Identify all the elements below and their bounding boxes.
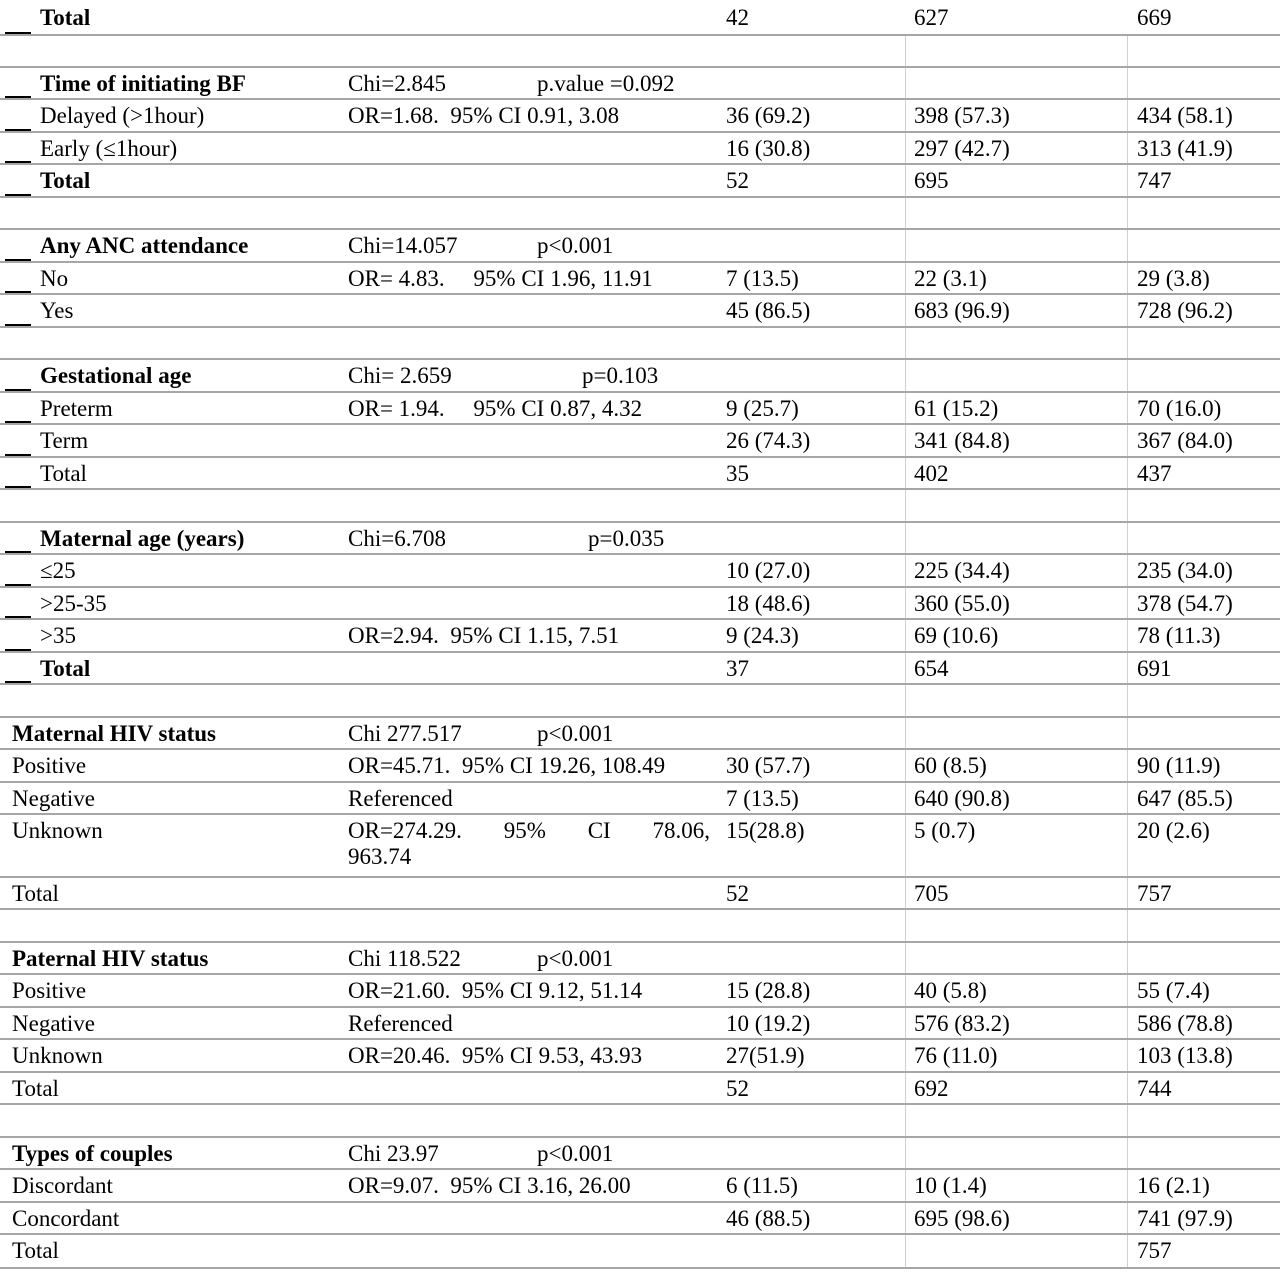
table-row — [0, 1235, 1280, 1269]
odds-ratio-word: 78.06, — [652, 818, 710, 843]
row-label: Discordant — [12, 1173, 113, 1198]
cell-group-2: 576 (83.2) — [914, 1011, 1010, 1036]
statistic-1: OR=21.60. 95% CI 9.12, 51.14 — [348, 978, 643, 1003]
row-label: Early (≤1hour) — [40, 136, 178, 161]
cell-group-1: 42 — [726, 5, 749, 30]
statistic-1: Chi 118.522 — [348, 946, 461, 971]
cell-group-2: 683 (96.9) — [914, 298, 1010, 323]
odds-ratio-word: OR=274.29. — [348, 818, 462, 843]
row-label: Delayed (>1hour) — [40, 103, 205, 128]
cell-group-2: 76 (11.0) — [914, 1043, 998, 1068]
table-row — [0, 523, 1280, 555]
indent-marker — [5, 551, 31, 553]
table-row — [0, 815, 1280, 878]
cell-group-2: 5 (0.7) — [914, 818, 976, 843]
cell-group-1: 52 — [726, 168, 749, 193]
cell-group-1: 15(28.8) — [726, 818, 805, 843]
row-label: ≤25 — [40, 558, 76, 583]
indent-marker — [5, 161, 31, 163]
indent-marker — [5, 616, 31, 618]
cell-group-2: 695 (98.6) — [914, 1206, 1010, 1231]
statistic-1: Chi=14.057 — [348, 233, 458, 258]
cell-group-1: 7 (13.5) — [726, 786, 799, 811]
table-row — [0, 943, 1280, 975]
cell-group-2: 360 (55.0) — [914, 591, 1010, 616]
spacer-row — [0, 36, 1280, 68]
row-label: Time of initiating BF — [40, 71, 246, 96]
row-label: Negative — [12, 1011, 96, 1036]
cell-total: 70 (16.0) — [1137, 396, 1222, 421]
statistic-2: p<0.001 — [537, 721, 614, 746]
cell-group-1: 9 (25.7) — [726, 396, 799, 421]
cell-group-1: 45 (86.5) — [726, 298, 811, 323]
indent-marker — [5, 421, 31, 423]
statistic-2: p<0.001 — [537, 1141, 614, 1166]
table-row — [0, 133, 1280, 165]
table-row — [0, 1138, 1280, 1170]
spacer-row — [0, 490, 1280, 523]
statistic-1: OR=45.71. 95% CI 19.26, 108.49 — [348, 753, 666, 778]
table-row — [0, 1073, 1280, 1105]
cell-total: 437 — [1137, 461, 1172, 486]
cell-group-1: 6 (11.5) — [726, 1173, 798, 1198]
table-row — [0, 458, 1280, 490]
cell-group-2: 61 (15.2) — [914, 396, 999, 421]
cell-group-1: 35 — [726, 461, 749, 486]
cell-group-2: 705 — [914, 881, 949, 906]
cell-total: 669 — [1137, 5, 1172, 30]
cell-group-2: 654 — [914, 656, 949, 681]
row-label: Types of couples — [12, 1141, 173, 1166]
cell-total: 55 (7.4) — [1137, 978, 1210, 1003]
statistic-1: Chi= 2.659 — [348, 363, 452, 388]
cell-group-1: 52 — [726, 881, 749, 906]
odds-ratio-word: CI — [587, 818, 611, 843]
cell-group-1: 26 (74.3) — [726, 428, 811, 453]
cell-total: 691 — [1137, 656, 1172, 681]
table-row — [0, 588, 1280, 620]
table-row — [0, 620, 1280, 653]
row-label: Paternal HIV status — [12, 946, 209, 971]
row-label: Total — [40, 656, 91, 681]
cell-total: 747 — [1137, 168, 1172, 193]
statistic-1: Referenced — [348, 786, 453, 811]
cell-total: 78 (11.3) — [1137, 623, 1221, 648]
cell-group-2: 10 (1.4) — [914, 1173, 987, 1198]
cell-total: 103 (13.8) — [1137, 1043, 1233, 1068]
table-row — [0, 2, 1280, 36]
row-label: Unknown — [12, 818, 103, 843]
cell-total: 378 (54.7) — [1137, 591, 1233, 616]
row-label: Positive — [12, 753, 87, 778]
statistic-2: p=0.035 — [588, 526, 665, 551]
table-row — [0, 653, 1280, 685]
row-label: Maternal age (years) — [40, 526, 245, 551]
spacer-row — [0, 685, 1280, 718]
statistic-2: p=0.103 — [582, 363, 659, 388]
statistic-1: OR=1.68. 95% CI 0.91, 3.08 — [348, 103, 620, 128]
cell-group-2: 692 — [914, 1076, 949, 1101]
indent-marker — [5, 32, 31, 34]
indent-marker — [5, 584, 31, 586]
cell-group-2: 60 (8.5) — [914, 753, 987, 778]
odds-ratio — [348, 818, 710, 870]
odds-ratio-word: 95% — [503, 818, 546, 843]
indent-marker — [5, 486, 31, 488]
cell-group-2: 402 — [914, 461, 949, 486]
cell-total: 20 (2.6) — [1137, 818, 1210, 843]
spacer-row — [0, 198, 1280, 230]
table-row — [0, 393, 1280, 425]
table-row — [0, 1170, 1280, 1203]
row-label: Total — [40, 168, 91, 193]
table-row — [0, 263, 1280, 295]
row-label: Term — [40, 428, 89, 453]
statistic-1: OR= 4.83. 95% CI 1.96, 11.91 — [348, 266, 653, 291]
table-row — [0, 68, 1280, 100]
cell-total: 90 (11.9) — [1137, 753, 1221, 778]
statistic-1: Chi 23.97 — [348, 1141, 439, 1166]
cell-group-1: 18 (48.6) — [726, 591, 811, 616]
statistic-1: Chi=2.845 — [348, 71, 446, 96]
indent-marker — [5, 194, 31, 196]
cell-group-1: 7 (13.5) — [726, 266, 799, 291]
cell-group-2: 640 (90.8) — [914, 786, 1010, 811]
row-label: No — [40, 266, 69, 291]
statistic-2: p<0.001 — [537, 946, 614, 971]
cell-total: 757 — [1137, 1238, 1172, 1263]
row-label: >25-35 — [40, 591, 107, 616]
indent-marker — [5, 291, 31, 293]
cell-group-2: 695 — [914, 168, 949, 193]
row-label: Total — [12, 1238, 59, 1263]
cell-group-2: 297 (42.7) — [914, 136, 1010, 161]
table-row — [0, 1008, 1280, 1040]
cell-group-1: 15 (28.8) — [726, 978, 811, 1003]
table-row — [0, 360, 1280, 393]
cell-total: 29 (3.8) — [1137, 266, 1210, 291]
odds-ratio-line2: 963.74 — [348, 844, 412, 869]
row-label: Total — [40, 461, 87, 486]
spacer-row — [0, 328, 1280, 360]
cell-total: 434 (58.1) — [1137, 103, 1233, 128]
odds-ratio-line1 — [348, 818, 710, 844]
cell-total: 744 — [1137, 1076, 1172, 1101]
row-label: Any ANC attendance — [40, 233, 249, 258]
statistic-1: OR=9.07. 95% CI 3.16, 26.00 — [348, 1173, 631, 1198]
cell-group-1: 10 (19.2) — [726, 1011, 811, 1036]
indent-marker — [5, 649, 31, 651]
cell-group-2: 69 (10.6) — [914, 623, 999, 648]
table-row — [0, 555, 1280, 588]
table-row — [0, 878, 1280, 910]
row-label: Total — [40, 5, 91, 30]
cell-total: 647 (85.5) — [1137, 786, 1233, 811]
table-row — [0, 100, 1280, 133]
indent-marker — [5, 324, 31, 326]
table-row — [0, 230, 1280, 263]
cell-total: 313 (41.9) — [1137, 136, 1233, 161]
statistic-1: Referenced — [348, 1011, 453, 1036]
cell-group-1: 10 (27.0) — [726, 558, 811, 583]
cell-total: 728 (96.2) — [1137, 298, 1233, 323]
row-label: Concordant — [12, 1206, 120, 1231]
cell-group-2: 40 (5.8) — [914, 978, 987, 1003]
cell-total: 367 (84.0) — [1137, 428, 1233, 453]
cell-total: 586 (78.8) — [1137, 1011, 1233, 1036]
cell-group-2: 398 (57.3) — [914, 103, 1010, 128]
table-row — [0, 425, 1280, 458]
statistic-1: OR=2.94. 95% CI 1.15, 7.51 — [348, 623, 620, 648]
table-row — [0, 718, 1280, 750]
row-label: Negative — [12, 786, 96, 811]
indent-marker — [5, 129, 31, 131]
spacer-row — [0, 910, 1280, 943]
indent-marker — [5, 389, 31, 391]
indent-marker — [5, 259, 31, 261]
cell-group-1: 9 (24.3) — [726, 623, 799, 648]
cell-total: 16 (2.1) — [1137, 1173, 1210, 1198]
cell-group-1: 37 — [726, 656, 749, 681]
cell-group-1: 52 — [726, 1076, 749, 1101]
row-label: Positive — [12, 978, 87, 1003]
row-label: Total — [12, 881, 59, 906]
statistic-1: OR= 1.94. 95% CI 0.87, 4.32 — [348, 396, 643, 421]
cell-group-2: 341 (84.8) — [914, 428, 1010, 453]
cell-group-2: 22 (3.1) — [914, 266, 987, 291]
cell-group-1: 16 (30.8) — [726, 136, 811, 161]
table-row — [0, 783, 1280, 815]
table-row — [0, 975, 1280, 1008]
table-row — [0, 1040, 1280, 1073]
cell-group-1: 46 (88.5) — [726, 1206, 811, 1231]
row-label: Preterm — [40, 396, 113, 421]
statistic-2: p.value =0.092 — [537, 71, 675, 96]
cell-total: 235 (34.0) — [1137, 558, 1233, 583]
row-label: Yes — [40, 298, 74, 323]
cell-total: 757 — [1137, 881, 1172, 906]
row-label: >35 — [40, 623, 76, 648]
row-label: Maternal HIV status — [12, 721, 217, 746]
row-label: Total — [12, 1076, 59, 1101]
cell-group-1: 30 (57.7) — [726, 753, 811, 778]
cell-group-1: 36 (69.2) — [726, 103, 811, 128]
cell-group-1: 27(51.9) — [726, 1043, 805, 1068]
cell-total: 741 (97.9) — [1137, 1206, 1233, 1231]
indent-marker — [5, 454, 31, 456]
statistic-1: OR=20.46. 95% CI 9.53, 43.93 — [348, 1043, 643, 1068]
row-label: Unknown — [12, 1043, 103, 1068]
spacer-row — [0, 1105, 1280, 1138]
cell-group-2: 225 (34.4) — [914, 558, 1010, 583]
statistic-1: Chi 277.517 — [348, 721, 462, 746]
row-label: Gestational age — [40, 363, 192, 388]
statistic-2: p<0.001 — [537, 233, 614, 258]
table-row — [0, 1203, 1280, 1235]
cell-group-2: 627 — [914, 5, 949, 30]
table-row — [0, 750, 1280, 783]
table-row — [0, 295, 1280, 328]
indent-marker — [5, 681, 31, 683]
table-row — [0, 165, 1280, 198]
indent-marker — [5, 96, 31, 98]
statistic-1: Chi=6.708 — [348, 526, 446, 551]
